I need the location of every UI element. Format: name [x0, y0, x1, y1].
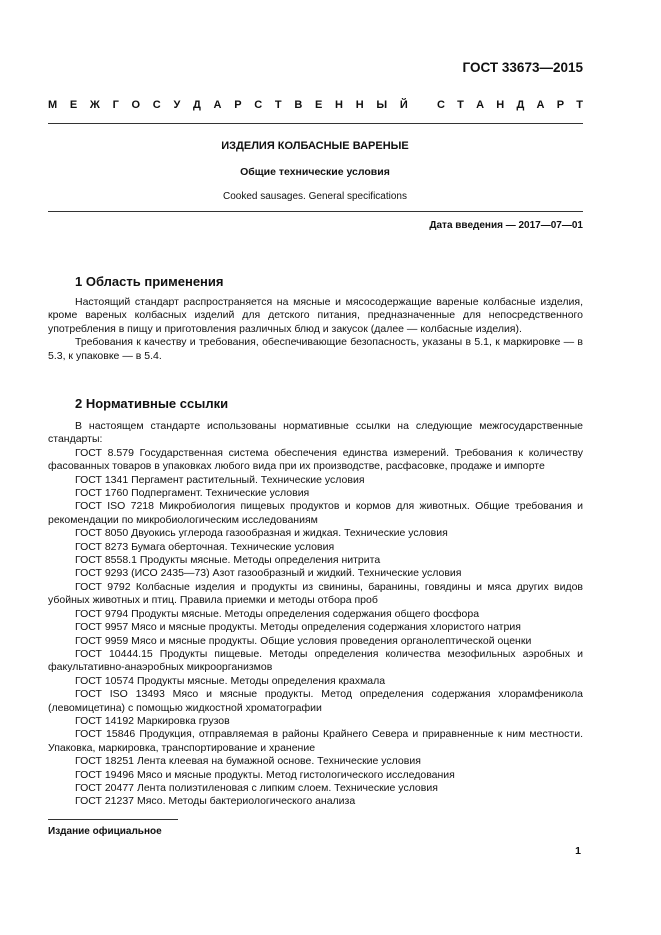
section-scope-body — [48, 296, 583, 363]
reference-item: ГОСТ 8273 Бумага оберточная. Технические условия — [75, 540, 335, 553]
reference-item: ГОСТ 1341 Пергамент растительный. Технические условия — [75, 473, 365, 486]
banner-letter: С — [152, 99, 161, 111]
reference-item: ГОСТ 10574 Продукты мясные. Методы определения крахмала — [75, 674, 386, 687]
reference-item: ГОСТ ISO 7218 Микробиология пищевых продуктов и кормов для животных. Общие требования и рекомендации по микробиологическим исследованиям — [48, 500, 583, 526]
references-intro: В настоящем стандарте использованы нормативные ссылки на следующие межгосударственные стандарты: — [48, 420, 583, 446]
reference-item: ГОСТ ISO 13493 Мясо и мясные продукты. Метод определения содержания хлорамфеникола (левомицетина) с помощью жидкостной хроматографии — [48, 688, 583, 714]
reference-item: ГОСТ 9293 (ИСО 2435—73) Азот газообразный и жидкий. Технические условия — [75, 567, 462, 580]
banner-letter: А — [476, 99, 485, 111]
banner-letter: С — [437, 99, 445, 111]
reference-item: ГОСТ 1760 Подпергамент. Технические условия — [75, 487, 310, 500]
banner-letter: У — [173, 99, 181, 111]
reference-item: ГОСТ 9957 Мясо и мясные продукты. Методы определения содержания хлористого натрия — [75, 621, 521, 634]
section-heading-scope: 1 Область применения — [75, 274, 224, 289]
interstate-word — [48, 99, 408, 111]
english-title: Cooked sausages. General specifications — [223, 191, 407, 202]
banner-letter: С — [254, 99, 263, 111]
banner-letter: А — [213, 99, 222, 111]
section-heading-references: 2 Нормативные ссылки — [75, 396, 229, 411]
banner-letter: Й — [399, 99, 408, 111]
header-divider — [48, 123, 583, 124]
banner-letter: Т — [576, 99, 583, 111]
reference-item: ГОСТ 15846 Продукция, отправляемая в районы Крайнего Севера и приравненные к ним местности. Упаковка, маркировка, транспортирование и хранение — [48, 728, 583, 754]
reference-item: ГОСТ 8.579 Государственная система обеспечения единства измерений. Требования к количеству фасованных товаров в упаковках любого вида при их производстве, расфасовке, продаже и импорте — [48, 446, 583, 473]
banner-letter: Р — [556, 99, 565, 111]
banner-letter: Д — [516, 99, 525, 111]
reference-item: ГОСТ 8050 Двуокись углерода газообразная и жидкая. Технические условия — [75, 527, 448, 540]
reference-item: ГОСТ 20477 Лента полиэтиленовая с липким слоем. Технические условия — [75, 781, 438, 794]
standard-code: ГОСТ 33673—2015 — [462, 60, 583, 75]
reference-item: ГОСТ 18251 Лента клеевая на бумажной основе. Технические условия — [75, 755, 421, 768]
edition-label: Издание официальное — [48, 826, 162, 837]
references-list — [48, 420, 583, 809]
banner-letter: Т — [274, 99, 282, 111]
reference-item: ГОСТ 8558.1 Продукты мясные. Методы определения нитрита — [75, 554, 381, 567]
page-number: 1 — [575, 845, 581, 857]
banner-letter: А — [536, 99, 545, 111]
banner-letter: Г — [112, 99, 119, 111]
banner-letter: Н — [496, 99, 505, 111]
banner-letter: В — [294, 99, 303, 111]
banner-letter: Ы — [376, 99, 388, 111]
reference-item: ГОСТ 9794 Продукты мясные. Методы определения содержания общего фосфора — [75, 607, 480, 620]
banner-letter: М — [48, 99, 58, 111]
banner-letter: Д — [193, 99, 201, 111]
document-subtitle: Общие технические условия — [240, 166, 390, 178]
footer-divider — [48, 819, 178, 820]
banner-letter: Е — [315, 99, 323, 111]
reference-item: ГОСТ 19496 Мясо и мясные продукты. Метод гистологического исследования — [75, 768, 455, 781]
paragraph: Требования к качеству и требования, обеспечивающие безопасность, указаны в 5.1, к маркировке — в 5.3, к упаковке — в 5.4. — [48, 336, 583, 362]
introduction-date: Дата введения — 2017—07—01 — [429, 220, 583, 231]
reference-item: ГОСТ 21237 Мясо. Методы бактериологического анализа — [75, 795, 356, 808]
banner-letter: Е — [69, 99, 78, 111]
reference-item: ГОСТ 14192 Маркировка грузов — [75, 714, 230, 727]
reference-item: ГОСТ 10444.15 Продукты пищевые. Методы определения количества мезофильных аэробных и факультативно-анаэробных микроорганизмов — [48, 647, 583, 674]
banner-letter: Р — [234, 99, 242, 111]
title-divider — [48, 211, 583, 212]
banner-letter: Ж — [89, 99, 100, 111]
banner-letter: Н — [355, 99, 364, 111]
paragraph: Настоящий стандарт распространяется на мясные и мясосодержащие вареные колбасные изделия, кроме вареных колбасных изделий для детского питания, предназначенные для непосредственного употребления в пищу и приготовления различных блюд и закусок (далее — колбасные изделия). — [48, 296, 583, 335]
banner-letter: О — [131, 99, 141, 111]
banner-letter: Т — [457, 99, 464, 111]
standard-word — [437, 99, 583, 111]
banner-letter: Н — [335, 99, 343, 111]
reference-item: ГОСТ 9959 Мясо и мясные продукты. Общие условия проведения органолептической оценки — [75, 634, 532, 647]
reference-item: ГОСТ 9792 Колбасные изделия и продукты из свинины, баранины, говядины и мяса других видов убойных животных и птиц. Правила приемки и методы отбора проб — [48, 580, 583, 607]
interstate-standard-banner — [48, 99, 583, 111]
document-title: ИЗДЕЛИЯ КОЛБАСНЫЕ ВАРЕНЫЕ — [221, 140, 409, 152]
